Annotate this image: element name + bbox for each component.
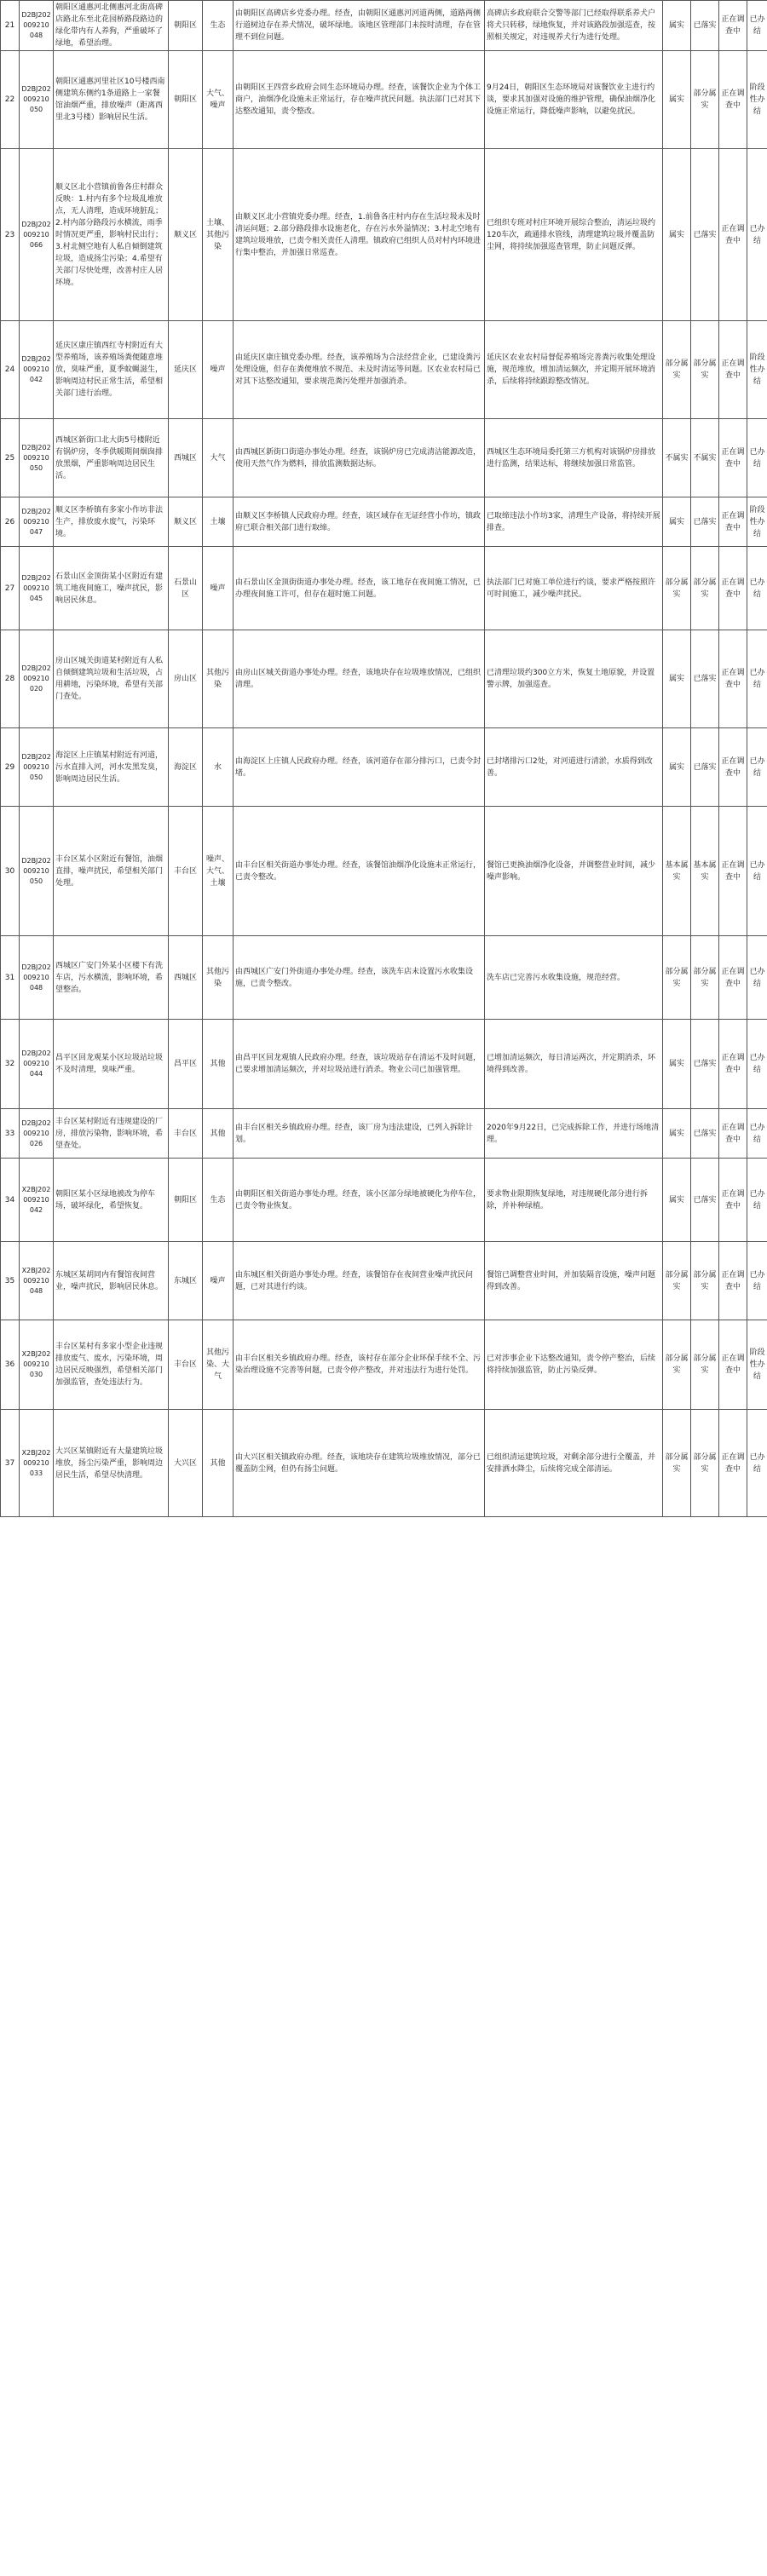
cell-status: 阶段性办结 [747, 51, 767, 149]
table-row [1, 1410, 767, 1517]
cell-desc: 朝阳区通惠河北侧惠河北街高碑店路北东至北花园桥路段路边的绿化带内有人养狗，严重破坏了绿地，希望治理。 [54, 1, 169, 51]
cell-process: 由西城区新街口街道办事处办理。经查，该锅炉房已完成清洁能源改造，使用天然气作为燃料，排放监测数据达标。 [234, 419, 485, 497]
table-row [1, 1159, 767, 1242]
cell-desc: 西城区新街口北大街5号楼附近有锅炉房，冬季供暖期间烟囱排放黑烟，严重影响周边居民生活。 [54, 419, 169, 497]
cell-rect: 正在调查中 [719, 1242, 747, 1320]
cell-district: 朝阳区 [169, 1, 203, 51]
table-row [1, 728, 767, 807]
cell-process: 由房山区城关街道办事处办理。经查，该地块存在垃圾堆放情况，已组织清理。 [234, 630, 485, 728]
cell-status: 已办结 [747, 1242, 767, 1320]
table-row [1, 51, 767, 149]
cell-no: 21 [1, 1, 20, 51]
cell-status: 已办结 [747, 419, 767, 497]
cell-status: 已办结 [747, 1109, 767, 1159]
cell-status: 已办结 [747, 936, 767, 1020]
cell-no: 27 [1, 547, 20, 630]
cell-handling: 部分属实 [691, 547, 719, 630]
cell-process: 由大兴区相关镇政府办理。经查，该地块存在建筑垃圾堆放情况，部分已覆盖防尘网，但仍有扬尘问题。 [234, 1410, 485, 1517]
cell-rect: 正在调查中 [719, 1410, 747, 1517]
cell-district: 房山区 [169, 630, 203, 728]
cell-status: 已办结 [747, 728, 767, 807]
cell-handling: 部分属实 [691, 1242, 719, 1320]
cell-result: 已封堵排污口2处，对河道进行清淤，水质得到改善。 [485, 728, 663, 807]
cell-process: 由朝阳区相关街道办事处办理。经查，该小区部分绿地被硬化为停车位，已责令物业恢复。 [234, 1159, 485, 1242]
cell-desc: 西城区广安门外某小区楼下有洗车店，污水横流，影响环境，希望整治。 [54, 936, 169, 1020]
cell-type: 其他污染 [203, 936, 234, 1020]
cell-status: 已办结 [747, 547, 767, 630]
table-row [1, 419, 767, 497]
cell-district: 顺义区 [169, 497, 203, 547]
cell-no: 26 [1, 497, 20, 547]
cell-id: D2BJ202009210048 [20, 936, 54, 1020]
cell-handling: 基本属实 [691, 807, 719, 936]
cell-verdict: 属实 [663, 1, 691, 51]
cell-desc: 顺义区北小营镇前鲁各庄村群众反映：1.村内有多个垃圾乱堆放点，无人清理，造成环境脏乱；2.村内部分路段污水横流，雨季时情况更严重，影响村民出行；3.村北侧空地有人私自倾倒建筑垃圾，造成扬尘污染；4.希望有关部门尽快处理，改善村庄人居环境。 [54, 149, 169, 321]
cell-handling: 部分属实 [691, 1320, 719, 1410]
cell-rect: 正在调查中 [719, 419, 747, 497]
cell-district: 朝阳区 [169, 51, 203, 149]
cell-desc: 大兴区某镇附近有大量建筑垃圾堆放，扬尘污染严重，影响周边居民生活，希望尽快清理。 [54, 1410, 169, 1517]
cell-verdict: 部分属实 [663, 1410, 691, 1517]
cell-no: 22 [1, 51, 20, 149]
table-row [1, 936, 767, 1020]
cell-status: 已办结 [747, 1410, 767, 1517]
cell-rect: 正在调查中 [719, 1159, 747, 1242]
cell-process: 由东城区相关街道办事处办理。经查，该餐馆存在夜间营业噪声扰民问题，已对其进行约谈。 [234, 1242, 485, 1320]
cell-process: 由丰台区相关乡镇政府办理。经查，该村存在部分企业环保手续不全、污染治理设施不完善等问题，已责令停产整改，并对违法行为进行处罚。 [234, 1320, 485, 1410]
table-body [1, 1, 767, 1517]
table-row [1, 630, 767, 728]
cell-id: D2BJ202009210050 [20, 419, 54, 497]
cell-district: 石景山区 [169, 547, 203, 630]
table-row [1, 321, 767, 419]
cell-id: D2BJ202009210050 [20, 51, 54, 149]
cell-desc: 顺义区李桥镇有多家小作坊非法生产，排放废水废气，污染环境。 [54, 497, 169, 547]
cell-district: 朝阳区 [169, 1159, 203, 1242]
table-row [1, 807, 767, 936]
cell-verdict: 属实 [663, 149, 691, 321]
cell-rect: 正在调查中 [719, 1, 747, 51]
cell-handling: 已落实 [691, 1159, 719, 1242]
cell-rect: 正在调查中 [719, 321, 747, 419]
cell-rect: 正在调查中 [719, 728, 747, 807]
cell-no: 33 [1, 1109, 20, 1159]
cell-handling: 部分属实 [691, 51, 719, 149]
cell-no: 31 [1, 936, 20, 1020]
cell-desc: 朝阳区通惠河里社区10号楼西南侧建筑东侧约1条道路上一家餐馆油烟严重，排放噪声（距离西里北3号楼）影响居民生活。 [54, 51, 169, 149]
cell-verdict: 属实 [663, 51, 691, 149]
cell-no: 29 [1, 728, 20, 807]
cell-no: 25 [1, 419, 20, 497]
cell-status: 已办结 [747, 1020, 767, 1109]
cell-id: D2BJ202009210026 [20, 1109, 54, 1159]
cell-result: 已组织专班对村庄环境开展综合整治，清运垃圾约120车次，疏通排水管线，清理建筑垃圾并覆盖防尘网，将持续加强巡查管理，防止问题反弹。 [485, 149, 663, 321]
cell-process: 由丰台区相关乡镇政府办理。经查，该厂房为违法建设，已列入拆除计划。 [234, 1109, 485, 1159]
cell-verdict: 属实 [663, 630, 691, 728]
cell-id: D2BJ202009210048 [20, 1, 54, 51]
cell-desc: 东城区某胡同内有餐馆夜间营业，噪声扰民，影响居民休息。 [54, 1242, 169, 1320]
cell-result: 9月24日，朝阳区生态环境局对该餐饮业主进行约谈，要求其加强对设施的维护管理，确保油烟净化设施正常运行，降低噪声影响，以避免扰民。 [485, 51, 663, 149]
cell-id: D2BJ202009210050 [20, 728, 54, 807]
cell-handling: 已落实 [691, 728, 719, 807]
cell-desc: 丰台区某村附近有违规建设的厂房，排放污染物，影响环境，希望查处。 [54, 1109, 169, 1159]
cell-type: 其他 [203, 1410, 234, 1517]
cell-result: 洗车店已完善污水收集设施，规范经营。 [485, 936, 663, 1020]
cell-id: D2BJ202009210044 [20, 1020, 54, 1109]
cell-district: 顺义区 [169, 149, 203, 321]
cell-id: X2BJ202009210042 [20, 1159, 54, 1242]
table-row [1, 1020, 767, 1109]
cell-verdict: 属实 [663, 728, 691, 807]
cell-no: 30 [1, 807, 20, 936]
cell-verdict: 属实 [663, 1109, 691, 1159]
cell-process: 由昌平区回龙观镇人民政府办理。经查，该垃圾站存在清运不及时问题，已要求增加清运频次，并对垃圾站进行消杀。物业公司已加强管理。 [234, 1020, 485, 1109]
cell-desc: 朝阳区某小区绿地被改为停车场，破坏绿化，希望恢复。 [54, 1159, 169, 1242]
cell-desc: 石景山区金顶街某小区附近有建筑工地夜间施工，噪声扰民，影响居民休息。 [54, 547, 169, 630]
cell-no: 23 [1, 149, 20, 321]
cell-rect: 正在调查中 [719, 630, 747, 728]
cell-result: 高碑店乡政府联合交警等部门已经取得联系养犬户将犬只转移，绿地恢复，并对该路段加强巡查，按照相关规定，对违规养犬行为进行处理。 [485, 1, 663, 51]
cell-type: 大气 [203, 419, 234, 497]
cell-type: 噪声 [203, 1242, 234, 1320]
cell-type: 生态 [203, 1159, 234, 1242]
table-row [1, 1, 767, 51]
cell-district: 大兴区 [169, 1410, 203, 1517]
cell-id: D2BJ202009210020 [20, 630, 54, 728]
cell-result: 2020年9月22日，已完成拆除工作，并进行场地清理。 [485, 1109, 663, 1159]
cell-desc: 昌平区回龙观某小区垃圾站垃圾不及时清理，臭味严重。 [54, 1020, 169, 1109]
cell-handling: 已落实 [691, 1, 719, 51]
cell-handling: 已落实 [691, 149, 719, 321]
cell-verdict: 部分属实 [663, 1320, 691, 1410]
cell-district: 西城区 [169, 936, 203, 1020]
cell-type: 大气、噪声 [203, 51, 234, 149]
cell-desc: 丰台区某小区附近有餐馆，油烟直排，噪声扰民，希望相关部门处理。 [54, 807, 169, 936]
cell-process: 由延庆区康庄镇党委办理。经查，该养殖场为合法经营企业，已建设粪污处理设施，但存在粪便堆放不规范、未及时清运等问题。区农业农村局已对其下达整改通知，要求规范粪污处理并加强消杀。 [234, 321, 485, 419]
cell-status: 阶段性办结 [747, 1320, 767, 1410]
cell-rect: 正在调查中 [719, 497, 747, 547]
cell-no: 32 [1, 1020, 20, 1109]
cell-no: 28 [1, 630, 20, 728]
cell-desc: 丰台区某村有多家小型企业违规排放废气、废水，污染环境，周边居民反映强烈，希望相关部门加强监管，查处违法行为。 [54, 1320, 169, 1410]
cell-handling: 部分属实 [691, 936, 719, 1020]
cell-type: 其他 [203, 1109, 234, 1159]
table-row [1, 547, 767, 630]
cell-type: 其他 [203, 1020, 234, 1109]
cell-district: 西城区 [169, 419, 203, 497]
cell-no: 24 [1, 321, 20, 419]
cell-district: 丰台区 [169, 807, 203, 936]
cell-id: D2BJ202009210045 [20, 547, 54, 630]
cell-no: 34 [1, 1159, 20, 1242]
cell-process: 由海淀区上庄镇人民政府办理。经查，该河道存在部分排污口，已责令封堵。 [234, 728, 485, 807]
cell-status: 阶段性办结 [747, 497, 767, 547]
cell-type: 噪声、大气、土壤 [203, 807, 234, 936]
cell-district: 丰台区 [169, 1320, 203, 1410]
cell-type: 噪声 [203, 321, 234, 419]
cell-verdict: 属实 [663, 497, 691, 547]
table-row [1, 1242, 767, 1320]
cell-type: 噪声 [203, 547, 234, 630]
cell-process: 由石景山区金顶街街道办事处办理。经查，该工地存在夜间施工情况，已办理夜间施工许可，但存在超时施工问题。 [234, 547, 485, 630]
table-row [1, 149, 767, 321]
cell-rect: 正在调查中 [719, 149, 747, 321]
cell-type: 土壤 [203, 497, 234, 547]
cell-verdict: 部分属实 [663, 1242, 691, 1320]
table-row [1, 1320, 767, 1410]
cell-type: 土壤、其他污染 [203, 149, 234, 321]
cell-desc: 房山区城关街道某村附近有人私自倾倒建筑垃圾和生活垃圾，占用耕地，污染环境，希望有关部门查处。 [54, 630, 169, 728]
cell-district: 东城区 [169, 1242, 203, 1320]
cell-result: 已增加清运频次，每日清运两次，并定期消杀，环境得到改善。 [485, 1020, 663, 1109]
cell-district: 海淀区 [169, 728, 203, 807]
cell-district: 丰台区 [169, 1109, 203, 1159]
cell-status: 已办结 [747, 1159, 767, 1242]
cell-result: 餐馆已调整营业时间，并加装隔音设施，噪声问题得到改善。 [485, 1242, 663, 1320]
cell-verdict: 部分属实 [663, 936, 691, 1020]
cell-status: 阶段性办结 [747, 321, 767, 419]
cell-status: 已办结 [747, 807, 767, 936]
cell-status: 已办结 [747, 1, 767, 51]
cell-process: 由丰台区相关街道办事处办理。经查，该餐馆油烟净化设施未正常运行，已责令整改。 [234, 807, 485, 936]
cell-desc: 海淀区上庄镇某村附近有河道，污水直排入河，河水发黑发臭，影响周边居民生活。 [54, 728, 169, 807]
cell-result: 已清理垃圾约300立方米，恢复土地原貌，并设置警示牌，加强巡查。 [485, 630, 663, 728]
cell-process: 由朝阳区高碑店乡党委办理。经查，由朝阳区通惠河河道两侧，道路两侧行道树边存在养犬情况，破坏绿地。该地区管理部门未按时清理，存在管理不到位问题。 [234, 1, 485, 51]
cell-result: 执法部门已对施工单位进行约谈，要求严格按照许可时间施工，减少噪声扰民。 [485, 547, 663, 630]
cell-type: 水 [203, 728, 234, 807]
cell-handling: 部分属实 [691, 321, 719, 419]
cell-result: 已对涉事企业下达整改通知，责令停产整治，后续将持续加强监管，防止污染反弹。 [485, 1320, 663, 1410]
cell-result: 已取缔违法小作坊3家，清理生产设备，将持续开展排查。 [485, 497, 663, 547]
cell-type: 生态 [203, 1, 234, 51]
cell-id: X2BJ202009210033 [20, 1410, 54, 1517]
cell-district: 昌平区 [169, 1020, 203, 1109]
cell-result: 餐馆已更换油烟净化设备，并调整营业时间，减少噪声影响。 [485, 807, 663, 936]
cell-no: 35 [1, 1242, 20, 1320]
cell-rect: 正在调查中 [719, 807, 747, 936]
table-row [1, 1109, 767, 1159]
cell-handling: 部分属实 [691, 1410, 719, 1517]
cell-result: 西城区生态环境局委托第三方机构对该锅炉房排放进行监测，结果达标，将继续加强日常监管。 [485, 419, 663, 497]
cell-process: 由顺义区李桥镇人民政府办理。经查，该区域存在无证经营小作坊，镇政府已联合相关部门进行取缔。 [234, 497, 485, 547]
cell-status: 已办结 [747, 630, 767, 728]
cell-result: 延庆区农业农村局督促养殖场完善粪污收集处理设施，规范堆放，增加清运频次，并定期开展环境消杀，后续将持续跟踪整改情况。 [485, 321, 663, 419]
cell-type: 其他污染、大气 [203, 1320, 234, 1410]
cell-verdict: 基本属实 [663, 807, 691, 936]
cell-rect: 正在调查中 [719, 547, 747, 630]
cell-rect: 正在调查中 [719, 1020, 747, 1109]
table-row [1, 497, 767, 547]
cell-process: 由西城区广安门外街道办事处办理。经查，该洗车店未设置污水收集设施，已责令整改。 [234, 936, 485, 1020]
cell-status: 已办结 [747, 149, 767, 321]
cell-process: 由顺义区北小营镇党委办理。经查，1.前鲁各庄村内存在生活垃圾未及时清运问题；2.部分路段排水设施老化，存在污水外溢情况；3.村北空地有建筑垃圾堆放，已责令相关责任人清理。镇政府已组织人员对村内环境进行集中整治，并加强日常巡查。 [234, 149, 485, 321]
cell-id: X2BJ202009210048 [20, 1242, 54, 1320]
cell-id: D2BJ202009210047 [20, 497, 54, 547]
cell-result: 要求物业限期恢复绿地，对违规硬化部分进行拆除，并补种绿植。 [485, 1159, 663, 1242]
cell-handling: 已落实 [691, 1020, 719, 1109]
cell-process: 由朝阳区王四营乡政府会同生态环境局办理。经查，该餐饮企业为个体工商户，油烟净化设施未正常运行，存在噪声扰民问题。执法部门已对其下达整改通知，责令整改。 [234, 51, 485, 149]
cell-verdict: 属实 [663, 1020, 691, 1109]
cell-handling: 已落实 [691, 497, 719, 547]
cell-type: 其他污染 [203, 630, 234, 728]
cell-id: D2BJ202009210042 [20, 321, 54, 419]
cell-verdict: 属实 [663, 1159, 691, 1242]
cell-verdict: 部分属实 [663, 321, 691, 419]
cell-verdict: 部分属实 [663, 547, 691, 630]
cell-rect: 正在调查中 [719, 936, 747, 1020]
cell-verdict: 不属实 [663, 419, 691, 497]
cell-handling: 不属实 [691, 419, 719, 497]
cell-rect: 正在调查中 [719, 1320, 747, 1410]
cell-no: 37 [1, 1410, 20, 1517]
cell-id: D2BJ202009210066 [20, 149, 54, 321]
cell-handling: 已落实 [691, 630, 719, 728]
cell-id: X2BJ202009210030 [20, 1320, 54, 1410]
cell-result: 已组织清运建筑垃圾，对剩余部分进行全覆盖，并安排洒水降尘，后续将完成全部清运。 [485, 1410, 663, 1517]
cell-rect: 正在调查中 [719, 51, 747, 149]
cell-handling: 已落实 [691, 1109, 719, 1159]
cell-desc: 延庆区康庄镇西红寺村附近有大型养殖场，该养殖场粪便随意堆放，臭味严重，夏季蚊蝇滋生，影响周边村民正常生活，希望相关部门进行治理。 [54, 321, 169, 419]
cell-id: D2BJ202009210050 [20, 807, 54, 936]
cell-no: 36 [1, 1320, 20, 1410]
cell-rect: 正在调查中 [719, 1109, 747, 1159]
cell-district: 延庆区 [169, 321, 203, 419]
